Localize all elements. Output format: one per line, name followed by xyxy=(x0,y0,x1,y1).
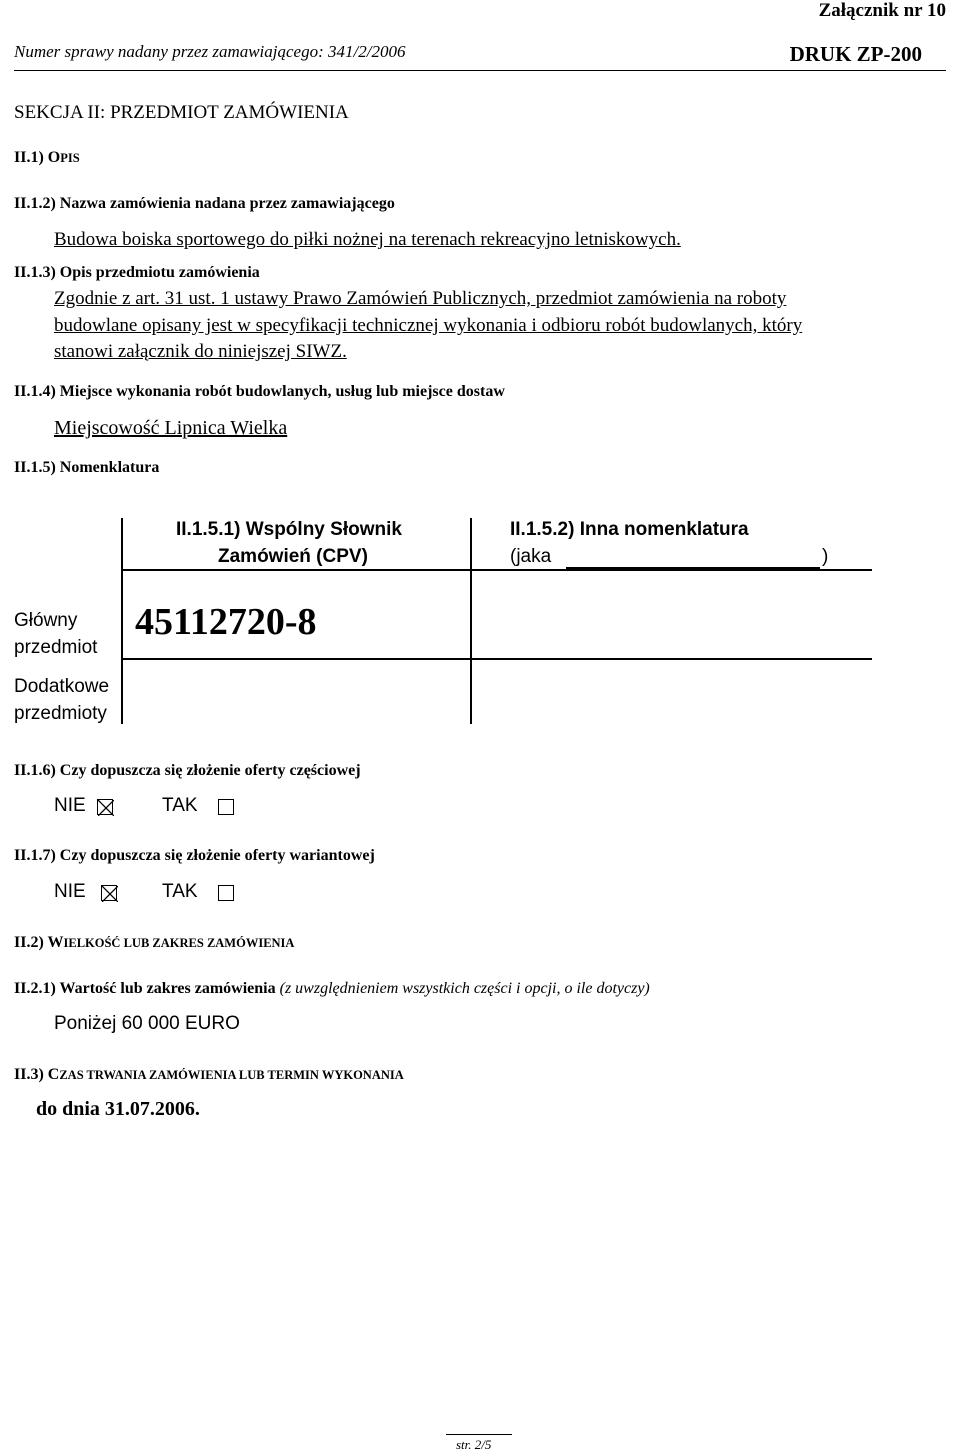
main-label-line-1: Główny xyxy=(14,610,78,631)
scope-value-note: (z uwzględnieniem wszystkich części i opcji, o ile dotyczy) xyxy=(279,980,650,997)
variant-no-label: NIE xyxy=(54,881,86,902)
main-cpv-code: 45112720-8 xyxy=(135,601,317,643)
section-title: SEKCJA II: PRZEDMIOT ZAMÓWIENIA xyxy=(14,102,349,123)
desc-line-2: budowlane opisany jest w specyfikacji technicznej wykonania i odbioru robót budowlanych, który xyxy=(54,315,803,336)
main-label-line-2: przedmiot xyxy=(14,637,98,658)
desc-line-1: Zgodnie z art. 31 ust. 1 ustawy Prawo Zamówień Publicznych, przedmiot zamówienia na roboty xyxy=(54,288,787,309)
table-vline-1 xyxy=(121,518,123,724)
partial-offers-label: II.1.6) Czy dopuszcza się złożenie oferty częściowej xyxy=(14,762,361,779)
place-label: II.1.4) Miejsce wykonania robót budowlanych, usług lub miejsce dostaw xyxy=(14,383,505,400)
checked-cross-icon xyxy=(98,800,114,816)
variant-offers-label: II.1.7) Czy dopuszcza się złożenie oferty wariantowej xyxy=(14,847,375,864)
partial-yes-label: TAK xyxy=(162,795,198,816)
scope-heading-prefix: II.2) W xyxy=(14,934,64,951)
footer-divider xyxy=(446,1434,512,1435)
opis-heading-prefix: II.1) O xyxy=(14,149,61,166)
opis-heading xyxy=(14,149,80,167)
duration-value: do dnia 31.07.2006. xyxy=(36,1098,200,1120)
partial-yes-checkbox[interactable] xyxy=(218,799,234,815)
cpv-header-line-1: II.1.5.1) Wspólny Słownik xyxy=(176,519,402,540)
place-value: Miejscowość Lipnica Wielka xyxy=(54,417,288,439)
name-label: II.1.2) Nazwa zamówienia nadana przez zamawiającego xyxy=(14,195,395,212)
header-divider xyxy=(14,70,946,71)
partial-no-checkbox[interactable] xyxy=(97,799,113,815)
extra-label-line-2: przedmioty xyxy=(14,703,107,724)
scope-value-label: II.2.1) Wartość lub zakres zamówienia xyxy=(14,980,276,997)
case-number: Numer sprawy nadany przez zamawiającego: 341/2/2006 xyxy=(14,42,406,61)
nomenclature-label: II.1.5) Nomenklatura xyxy=(14,459,160,476)
other-header-suffix: ) xyxy=(822,546,829,567)
other-header-line-1: II.1.5.2) Inna nomenklatura xyxy=(510,519,749,540)
opis-heading-rest: PIS xyxy=(60,151,80,165)
cpv-header-line-2: Zamówień (CPV) xyxy=(218,546,368,567)
variant-yes-label: TAK xyxy=(162,881,198,902)
duration-heading-prefix: II.3) C xyxy=(14,1066,60,1083)
name-value: Budowa boiska sportowego do piłki nożnej na terenach rekreacyjno letniskowych. xyxy=(54,229,681,250)
table-hline-main xyxy=(121,658,872,660)
duration-heading-rest: ZAS TRWANIA ZAMÓWIENIA LUB TERMIN WYKONANIA xyxy=(59,1068,404,1082)
extra-label-line-1: Dodatkowe xyxy=(14,676,110,697)
desc-label: II.1.3) Opis przedmiotu zamówienia xyxy=(14,264,260,281)
table-hline-header xyxy=(121,569,872,571)
checked-cross-icon xyxy=(102,886,118,902)
other-header-prefix: (jaka xyxy=(510,546,552,567)
table-vline-2 xyxy=(470,518,472,724)
page-value: 2/5 xyxy=(474,1437,492,1452)
scope-heading xyxy=(14,934,294,952)
duration-heading xyxy=(14,1066,404,1084)
scope-value-row xyxy=(14,980,650,998)
variant-yes-checkbox[interactable] xyxy=(218,885,234,901)
desc-line-3: stanowi załącznik do niniejszej SIWZ. xyxy=(54,341,347,362)
page-prefix: str. xyxy=(456,1437,472,1452)
variant-no-checkbox[interactable] xyxy=(101,885,117,901)
scope-heading-rest: IELKOŚĆ LUB ZAKRES ZAMÓWIENIA xyxy=(63,936,295,950)
scope-value: Poniżej 60 000 EURO xyxy=(54,1013,240,1034)
attachment-label: Załącznik nr 10 xyxy=(818,0,946,21)
form-code: DRUK ZP-200 xyxy=(789,42,922,66)
partial-no-label: NIE xyxy=(54,795,86,816)
page-number xyxy=(456,1437,491,1453)
